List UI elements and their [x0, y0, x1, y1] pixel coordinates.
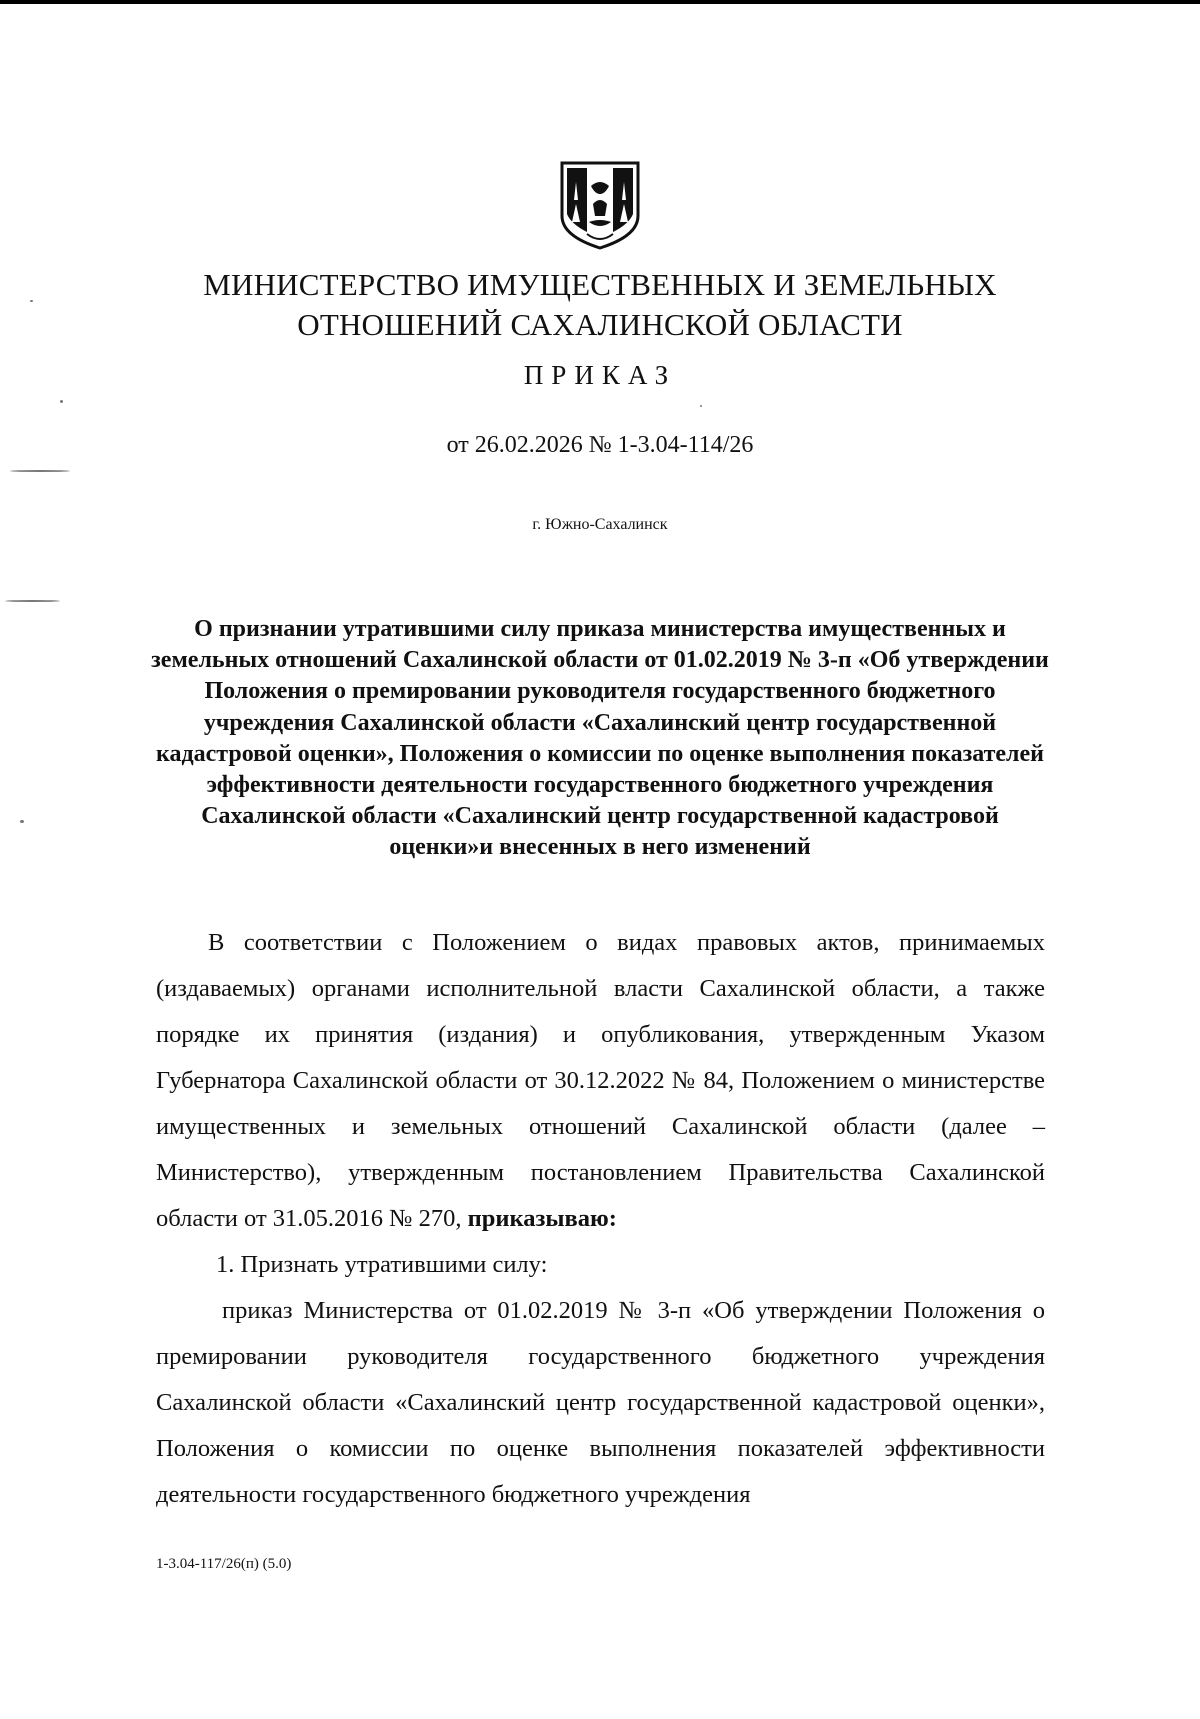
scan-speck — [700, 405, 702, 407]
document-code: 1-3.04-117/26(п) (5.0) — [156, 1556, 292, 1572]
scan-speck — [60, 400, 63, 403]
scan-speck — [5, 600, 60, 602]
city-name: г. Южно-Сахалинск — [532, 516, 668, 533]
scan-speck — [20, 820, 24, 823]
order-date-number: от 26.02.2026 № 1-3.04-114/26 — [446, 432, 754, 458]
item-1-text: приказ Министерства от 01.02.2019 № 3-п «Об утверждении Положения о премировании руководителя государственного бюджетного учреждения Сахалинской области «Сахалинский центр государственной кадастровой оценки», Положения о комиссии по оценке выполнения показателей эффективности деятельности государственного бюджетного учреждения — [156, 1297, 1045, 1508]
order-subject: О признании утратившими силу приказа министерства имущественных и земельных отношений Сахалинской области от 01.02.2019 № 3-п «Об утверждении Положения о премировании руководителя государственного бюджетного учреждения Сахалинской области «Сахалинский центр государственной кадастровой оценки», Положения о комиссии по оценке выполнения показателей эффективности деятельности государственного бюджетного учреждения Сахалинской области «Сахалинский центр государственной кадастровой оценки»и внесенных в него изменений — [151, 616, 1049, 861]
order-body — [156, 920, 1045, 1518]
preamble-paragraph — [156, 920, 1045, 1242]
sakhalin-coat-of-arms-icon — [559, 160, 641, 250]
order-title: ПРИКАЗ — [523, 360, 677, 390]
ministry-name-line1: МИНИСТЕРСТВО ИМУЩЕСТВЕННЫХ И ЗЕМЕЛЬНЫХ — [203, 267, 997, 302]
item-1-heading: 1. Признать утратившими силу: — [216, 1251, 548, 1278]
scan-speck — [30, 300, 33, 302]
ministry-name — [150, 265, 1050, 345]
scan-speck — [10, 470, 70, 472]
ministry-name-line2: ОТНОШЕНИЙ САХАЛИНСКОЙ ОБЛАСТИ — [297, 307, 903, 342]
preamble-order-word: приказываю: — [467, 1205, 617, 1232]
preamble-text: В соответствии с Положением о видах правовых актов, принимаемых (издаваемых) органами исполнительной власти Сахалинской области, а также порядке их принятия (издания) и опубликования, утвержденным Указом Губернатора Сахалинской области от 30.12.2022 № 84, Положением о министерстве имущественных и земельных отношений Сахалинской области (далее – Министерство), утвержденным постановлением Правительства Сахалинской области от 31.05.2016 № 270, — [156, 929, 1045, 1232]
